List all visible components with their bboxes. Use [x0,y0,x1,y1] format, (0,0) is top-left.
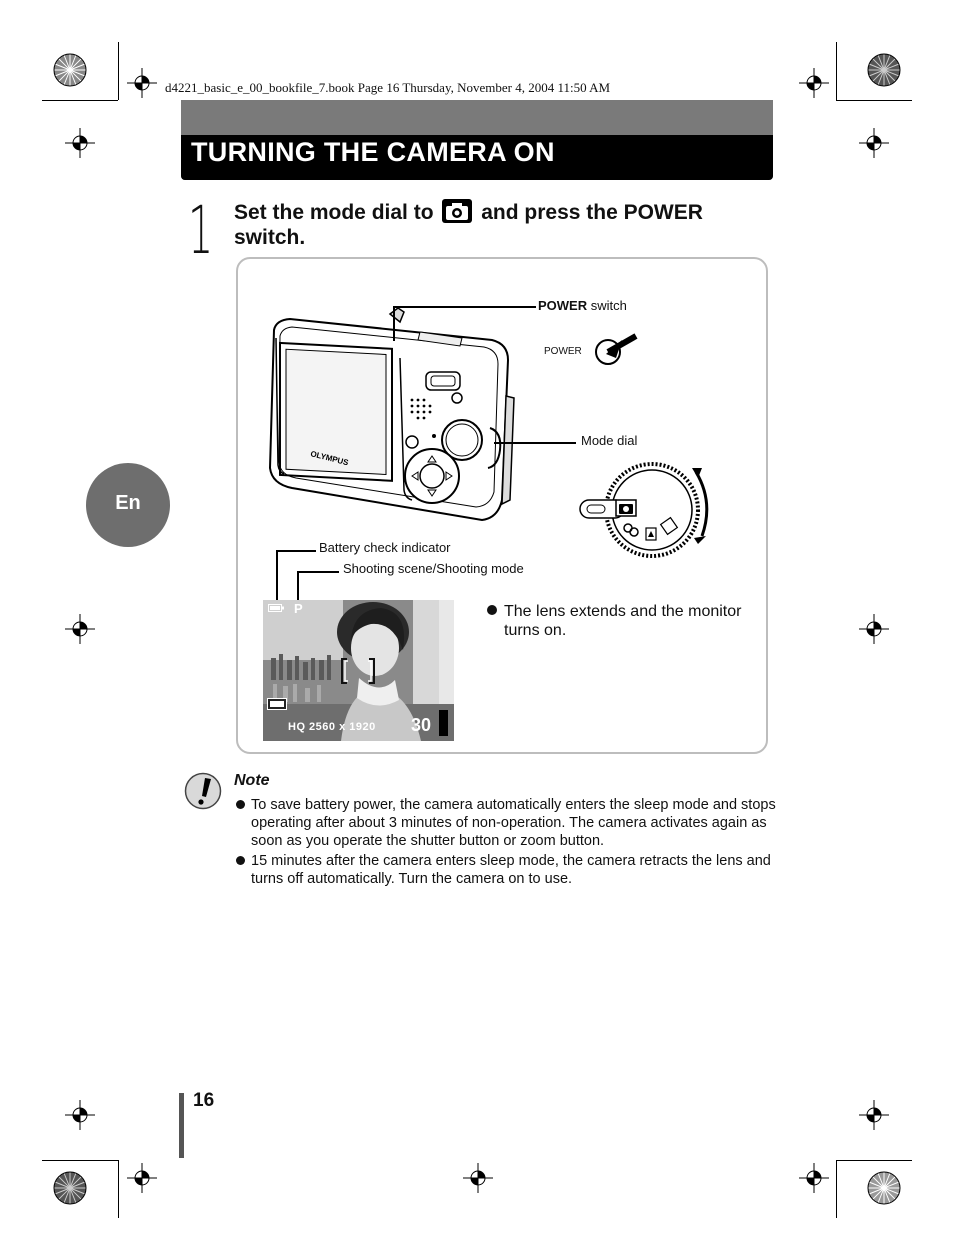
battery-indicator-label: Battery check indicator [319,540,451,555]
registration-mark-icon [65,128,95,158]
registration-mark-icon [65,1100,95,1130]
registration-mark-icon [65,614,95,644]
lens-note-bullet [487,605,497,615]
registration-mark-icon [127,1163,157,1193]
screen-quality: HQ 2560 x 1920 [288,721,376,733]
page-number: 16 [193,1090,215,1111]
section-title: TURNING THE CAMERA ON [191,137,555,167]
note-exclamation-icon [184,772,222,810]
shooting-mode-label: Shooting scene/Shooting mode [343,561,524,576]
power-switch-label [538,298,627,313]
color-rosette-icon [867,1171,901,1205]
memory-indicator [439,710,448,736]
step-text-after: and press the POWER switch. [234,201,703,249]
screen-frames: 30 [411,715,432,735]
registration-mark-icon [463,1163,493,1193]
book-file-header: d4221_basic_e_00_bookfile_7.book Page 16 Thursday, November 4, 2004 11:50 AM [165,80,611,95]
page-number-bar [179,1093,184,1158]
note-item: To save battery power, the camera automatically enters the sleep mode and stops operating after about 3 minutes of non-operation. The camera activates again as soon as you operate the shutter button or zoom button. [251,797,776,849]
camera-icon [442,199,472,223]
registration-mark-icon [127,68,157,98]
color-rosette-icon [867,53,901,87]
step-instruction [234,199,764,250]
power-button-label: POWER [544,346,582,357]
power-switch-label-bold: POWER [538,298,588,313]
color-rosette-icon [53,1171,87,1205]
screen-mode-letter: P [294,601,303,616]
note-bullet [236,856,245,865]
language-tab-label: En [115,492,141,514]
registration-mark-icon [799,68,829,98]
lens-note-text: The lens extends and the monitor turns on. [504,603,742,639]
battery-icon [268,604,284,612]
step-text-before: Set the mode dial to [234,201,434,224]
registration-mark-icon [799,1163,829,1193]
camera-brand-text: OLYMPUS [309,449,350,468]
registration-mark-icon [859,614,889,644]
note-item: 15 minutes after the camera enters sleep mode, the camera retracts the lens and turns off automatically. Turn the camera on to use. [251,853,771,887]
power-button-press-icon [592,332,640,368]
mode-dial-label: Mode dial [581,433,638,448]
color-rosette-icon [53,53,87,87]
registration-mark-icon [859,128,889,158]
flash-mode-icon [267,698,287,710]
note-label: Note [234,772,270,789]
registration-mark-icon [859,1100,889,1130]
mode-dial-illustration [576,458,726,568]
power-switch-label-rest: switch [587,298,627,313]
af-frame-icon [341,658,375,684]
monitor-screen-photo [263,600,454,741]
note-bullet [236,800,245,809]
step-number: 1 [188,192,214,269]
